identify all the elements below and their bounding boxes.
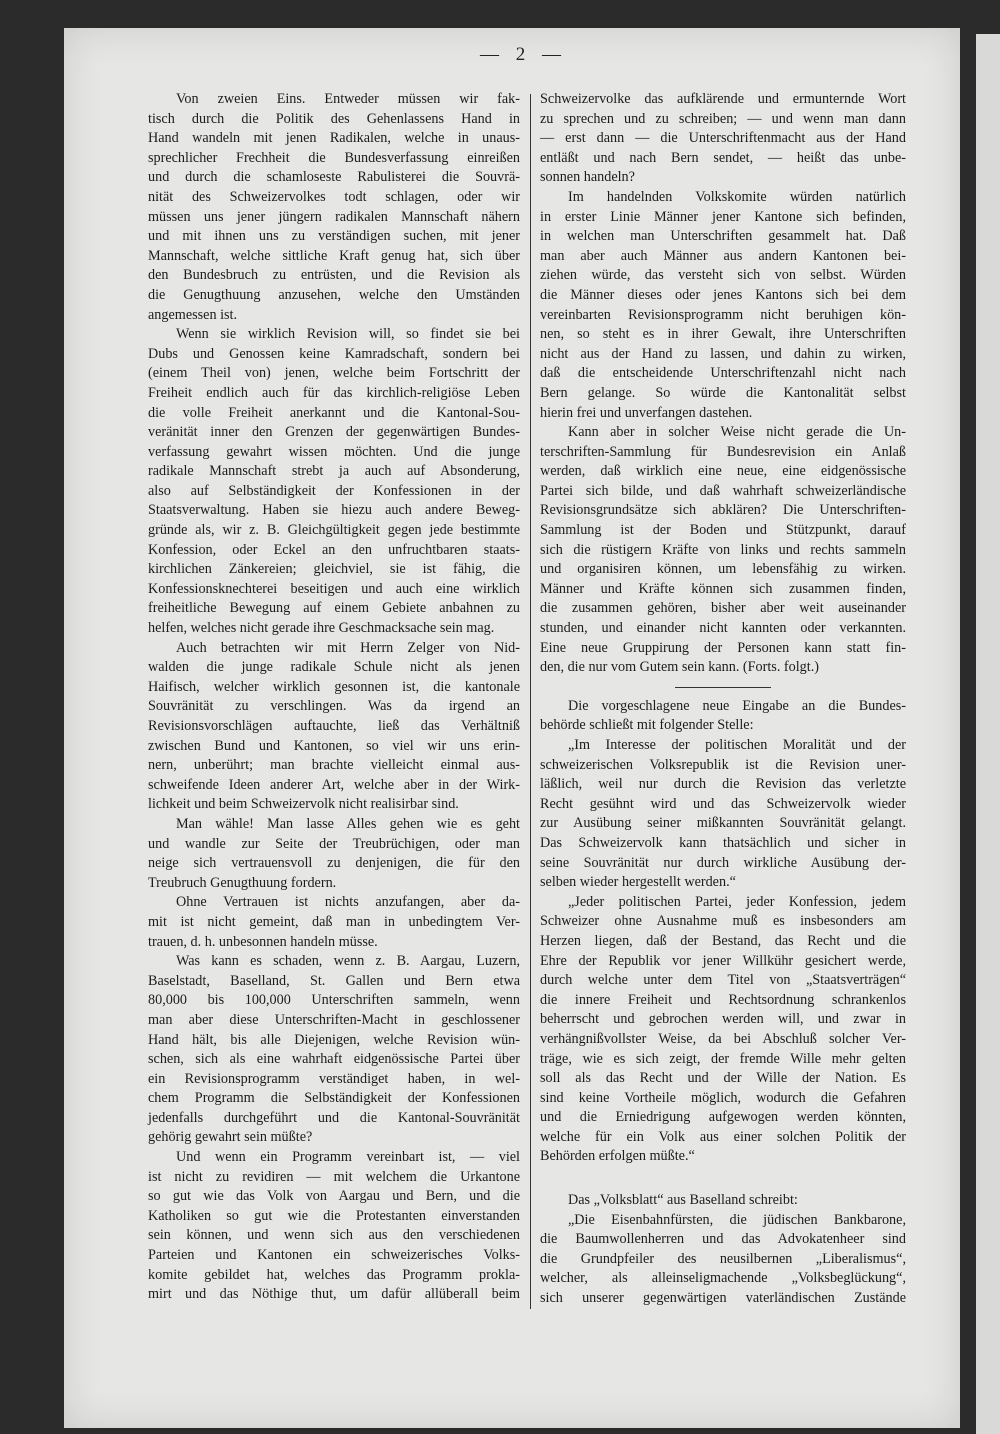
text-line: mit ist nicht gemeint, daß man in unbedingtem Ver- — [148, 913, 520, 930]
paragraph — [540, 1191, 906, 1211]
text-line: in welchen man Unterschriften gesammelt hat. Daß — [540, 228, 906, 245]
text-line: Sammlung ist der Boden und Stützpunkt, darauf — [540, 522, 906, 539]
text-line: und mit ihnen uns zu verständigen suchen, mit jener — [148, 228, 520, 245]
text-line: Revisionsvorschlägen auftauchte, ließ das Verhältniß — [148, 718, 520, 734]
text-line: 80,000 bis 100,000 Unterschriften sammeln, wenn — [148, 992, 520, 1009]
text-line: Recht gesühnt wird und das Schweizervolk wieder — [540, 795, 906, 812]
text-line: läßlich, weil nur durch die Revision das verletzte — [540, 776, 906, 793]
text-line: Männer und Kräfte können sich zusammen finden, — [540, 580, 906, 597]
paragraph — [148, 952, 520, 1148]
section-separator — [675, 687, 771, 688]
text-line: Schweizer ohne Ausnahme muß es insbesonders am — [540, 913, 906, 930]
text-line: Eine neue Gruppirung der Personen kann statt fin- — [540, 639, 906, 656]
text-line: tisch durch die Politik des Gehenlassens Hand in — [148, 110, 520, 127]
paragraph — [148, 639, 520, 815]
text-line: Herzen liegen, daß der Bestand, das Recht und die — [540, 932, 906, 949]
text-line: so gut wie das Volk von Aargau und Bern, und die — [148, 1188, 520, 1205]
text-line: nität des Schweizervolkes todt schlagen, oder wir — [148, 188, 520, 205]
text-line: die volle Freiheit anerkannt und die Kantonal-Sou- — [148, 404, 520, 421]
text-line: sich die rüstigern Kräfte von links und rechts sammeln — [540, 541, 906, 558]
text-line: terschriften-Sammlung für Bundesrevision ein Anlaß — [540, 443, 906, 460]
text-line: „Jeder politischen Partei, jeder Konfession, jedem — [568, 893, 906, 910]
text-line: gründe als, wir z. B. Gleichgültigkeit gegen jede bestimmte — [148, 522, 520, 539]
text-line: jedenfalls durchgeführt und die Kantonal-Souvränität — [148, 1109, 520, 1126]
paragraph — [540, 423, 906, 678]
text-line: schweifende Ideen anderer Art, welche aber in der Wirk- — [148, 776, 520, 793]
text-line: man aber auch Männer aus andern Kantonen bei- — [540, 247, 906, 264]
text-line: „Die Eisenbahnfürsten, die jüdischen Bankbarone, — [568, 1211, 906, 1228]
text-line: Das „Volksblatt“ aus Baselland schreibt: — [568, 1192, 798, 1209]
text-line: die innere Freiheit und Rechtsordnung schrankenlos — [540, 991, 906, 1008]
text-line: nicht aus der Hand zu lassen, und dahin zu wirken, — [540, 345, 906, 362]
text-line: Wenn sie wirklich Revision will, so findet sie bei — [176, 326, 520, 343]
text-line: den, die nur vom Gutem sein kann. (Forts. folgt.) — [540, 659, 819, 676]
text-line: schweizerischen Volksrepublik ist die Revision uner- — [540, 756, 906, 773]
text-line: den Bundesbruch zu entrüsten, und die Revision als — [148, 267, 520, 284]
text-line: stunden, und einander nicht kannten oder verkannten. — [540, 620, 906, 637]
text-line: verfassung gewahrt wissen möchten. Und die junge — [148, 443, 520, 460]
text-line: helfen, welches nicht gerade ihre Geschmacksache sein mag. — [148, 620, 495, 637]
text-line: Dubs und Genossen keine Kamradschaft, sondern bei — [148, 345, 520, 362]
text-line: die zusammen gehören, bisher aber weit auseinander — [540, 600, 906, 617]
text-line: selben wieder hergestellt werden.“ — [540, 874, 736, 891]
text-line: Kann aber in solcher Weise nicht gerade die Un- — [568, 424, 906, 441]
text-line: ziehen würde, das versteht sich von selbst. Würden — [540, 267, 906, 284]
text-line: Konfessionsknechterei beseitigen und auch eine wirklich — [148, 580, 520, 597]
text-line: man aber diese Unterschriften-Macht in geschlossener — [148, 1011, 520, 1028]
text-line: müssen uns jener jüngern radikalen Mannschaft nähern — [148, 208, 520, 225]
text-line: die Genugthuung anzusehen, welche den Umständen — [148, 286, 520, 303]
text-line: Das Schweizervolk kann thatsächlich und sicher in — [540, 834, 906, 851]
text-line: seine Souvränität nur durch wirkliche Ausübung der- — [540, 854, 906, 871]
paragraph — [148, 1148, 520, 1305]
text-line: und wandle zur Seite der Treubrüchigen, oder man — [148, 835, 520, 852]
paragraph — [148, 815, 520, 893]
text-line: durch welche unter dem Titel von „Staatsverträgen“ — [540, 972, 906, 989]
text-line: neige sich vertrauensvoll zu denjenigen, die für den — [148, 855, 520, 872]
text-line: Man wähle! Man lasse Alles gehen wie es geht — [176, 815, 520, 832]
text-line: die Grundpfeiler des neusilbernen „Liberalismus“, — [540, 1250, 906, 1267]
text-line: nern, unberührt; man brachte vielleicht einmal aus- — [148, 757, 520, 774]
paragraph — [148, 90, 520, 325]
text-line: kirchlichen Zänkereien; gleichviel, sie ist fähig, die — [148, 561, 520, 578]
text-line: sprechlicher Frechheit die Bundesverfassung einreißen — [148, 149, 520, 166]
text-line: ein Revisionsprogramm verständiget haben, in wel- — [148, 1070, 520, 1087]
text-line: sich unserer gegenwärtigen vaterländischen Zustände — [540, 1290, 906, 1307]
text-line: Haifisch, welcher wirklich gesonnen ist, die kantonale — [148, 678, 520, 695]
text-line: sind keine Vortheile möglich, wodurch die Gefahren — [540, 1089, 906, 1106]
text-line: — erst dann — die Unterschriftenmacht aus der Hand — [540, 130, 906, 147]
text-line: nen, so steht es in ihrer Gewalt, ihre Unterschriften — [540, 326, 906, 343]
text-line: radikale Mannschaft strebt ja auch auf Absonderung, — [148, 463, 520, 480]
column-rule — [530, 94, 531, 1309]
text-line: Was kann es schaden, wenn z. B. Aargau, Luzern, — [176, 953, 520, 970]
text-line: entläßt und nach Bern sendet, — heißt das unbe- — [540, 149, 906, 166]
text-line: hierin frei und unverfangen dastehen. — [540, 404, 753, 421]
text-line: angemessen ist. — [148, 306, 238, 323]
text-line: Im handelnden Volkskomite würden natürlich — [568, 188, 906, 205]
text-line: in erster Linie Männer jener Kantone sich befinden, — [540, 208, 906, 225]
paragraph — [540, 697, 906, 736]
text-line: (einem Theil von) jenen, welche beim Fortschritt der — [148, 365, 520, 382]
left-column — [148, 90, 520, 1305]
text-line: mirt und das Nöthige thut, um dafür allüberall beim — [148, 1286, 520, 1303]
text-line: Revisionsgrundsätze sich abklären? Die Unterschriften- — [540, 502, 906, 519]
text-line: Baselstadt, Baselland, St. Gallen und Bern etwa — [148, 972, 520, 989]
text-line: welche für ein Volk aus einer solchen Politik der — [540, 1128, 906, 1145]
text-line: sein können, und wenn sich aus den verschiedenen — [148, 1227, 520, 1244]
text-line: Freiheit endlich auch für das kirchlich-religiöse Leben — [148, 384, 520, 401]
text-line: Die vorgeschlagene neue Eingabe an die Bundes- — [568, 697, 906, 714]
text-line: welcher, als alleinseligmachende „Volksbeglückung“, — [540, 1270, 906, 1287]
text-line: gehörig gewahrt sein müßte? — [148, 1129, 313, 1146]
text-line: also auf Selbständigkeit der Konfessionen in der — [148, 482, 520, 499]
text-line: beherrscht und gebrochen werden will, und zwar in — [540, 1011, 906, 1028]
text-line: und organisiren können, um lebensfähig zu wirken. — [540, 561, 906, 578]
text-line: Behörden erfolgen müßte.“ — [540, 1148, 695, 1165]
text-line: Auch betrachten wir mit Herrn Zelger von Nid- — [176, 639, 520, 656]
text-line: ist nicht zu revidiren — mit welchem die Urkantone — [148, 1168, 520, 1185]
text-line: verhängnißvollster Weise, da bei Abschluß solcher Ver- — [540, 1030, 906, 1047]
text-line: zu sprechen und zu schreiben; — und wenn man dann — [540, 110, 906, 127]
text-line: Hand wandeln mit jenen Radikalen, welche in unaus- — [148, 130, 520, 147]
text-line: walden die junge radikale Schule nicht als jenen — [148, 659, 520, 676]
paragraph — [540, 1211, 906, 1309]
text-line: lichkeit und beim Schweizervolk nicht realisirbar sind. — [148, 796, 459, 813]
text-line: Von zweien Eins. Entweder müssen wir fak- — [176, 91, 520, 107]
text-line: Treubruch Genugthuung fordern. — [148, 874, 337, 891]
text-line: veränität inner den Grenzen der gegenwärtigen Bundes- — [148, 424, 520, 441]
adjacent-page-edge — [976, 34, 1000, 1434]
text-line: zur Ausübung seiner mißkannten Souvränität gelangt. — [540, 815, 906, 832]
text-line: träge, wie es sich zeigt, der fremde Wille mehr gelten — [540, 1050, 906, 1067]
text-line: zwischen Bund und Kantonen, so viel wir uns erin- — [148, 737, 520, 754]
text-line: und die Erniedrigung aufgewogen werden könnten, — [540, 1109, 906, 1126]
text-line: Bern gelange. So würde die Kantonalität selbst — [540, 384, 906, 401]
text-line: „Im Interesse der politischen Moralität und der — [568, 737, 906, 753]
section-gap — [540, 1167, 906, 1191]
text-line: Und wenn ein Programm vereinbart ist, — viel — [176, 1149, 520, 1166]
text-line: behörde schließt mit folgender Stelle: — [540, 717, 754, 734]
text-line: werden, daß wirklich eine neue, eine eidgenössische — [540, 463, 906, 480]
page-number: — 2 — — [480, 44, 567, 65]
paragraph — [540, 90, 906, 188]
text-line: komite gebildet hat, welches das Programm prokla- — [148, 1266, 520, 1283]
text-line: Parteien und Kantonen ein schweizerisches Volks- — [148, 1247, 520, 1264]
text-line: Staatsverwaltung. Haben sie hiezu auch andere Beweg- — [148, 502, 520, 519]
paragraph — [148, 893, 520, 952]
text-line: chem Programm die Selbständigkeit der Konfessionen — [148, 1090, 520, 1107]
text-line: Katholiken so gut wie die Protestanten einverstanden — [148, 1207, 520, 1224]
text-line: soll als das Recht und der Wille der Nation. Es — [540, 1070, 906, 1087]
text-line: die Männer dieses oder jenes Kantons sich bei dem — [540, 286, 906, 303]
text-line: vereinbarten Revisionsprogramm nicht beruhigen kön- — [540, 306, 906, 323]
text-line: und durch die schamloseste Rabulisterei die Souvrä- — [148, 169, 520, 186]
text-line: schen, sich als eine wahrhaft eidgenössische Partei über — [148, 1051, 520, 1068]
text-line: Schweizervolke das aufklärende und ermunternde Wort — [540, 91, 906, 107]
text-line: daß die entscheidende Unterschriftenzahl nicht nach — [540, 365, 906, 382]
right-column — [540, 90, 906, 1309]
text-line: freiheitliche Bewegung auf einem Gebiete anbahnen zu — [148, 600, 520, 617]
text-line: Souvränität zu verschlingen. Was da irgend an — [148, 698, 520, 715]
text-line: die Baumwollenherren und das Advokatenheer sind — [540, 1231, 906, 1248]
text-line: Partei sich bilde, und daß wahrhaft schweizerländische — [540, 482, 906, 499]
paragraph — [540, 736, 906, 893]
text-line: Ohne Vertrauen ist nichts anzufangen, aber da- — [176, 894, 520, 911]
text-line: sonnen handeln? — [540, 169, 635, 186]
text-line: Konfession, oder Eckel an den unfruchtbaren staats- — [148, 541, 520, 558]
text-line: Mannschaft, welche sittliche Kraft genug hat, sich über — [148, 247, 520, 264]
paragraph — [148, 325, 520, 639]
paragraph — [540, 188, 906, 423]
text-line: Ehre der Republik vor jener Willkühr gesichert werde, — [540, 952, 906, 969]
text-line: Hand hält, bis alle Diejenigen, welche Revision wün- — [148, 1031, 520, 1048]
text-line: trauen, d. h. unbesonnen handeln müsse. — [148, 933, 378, 950]
paragraph — [540, 893, 906, 1167]
